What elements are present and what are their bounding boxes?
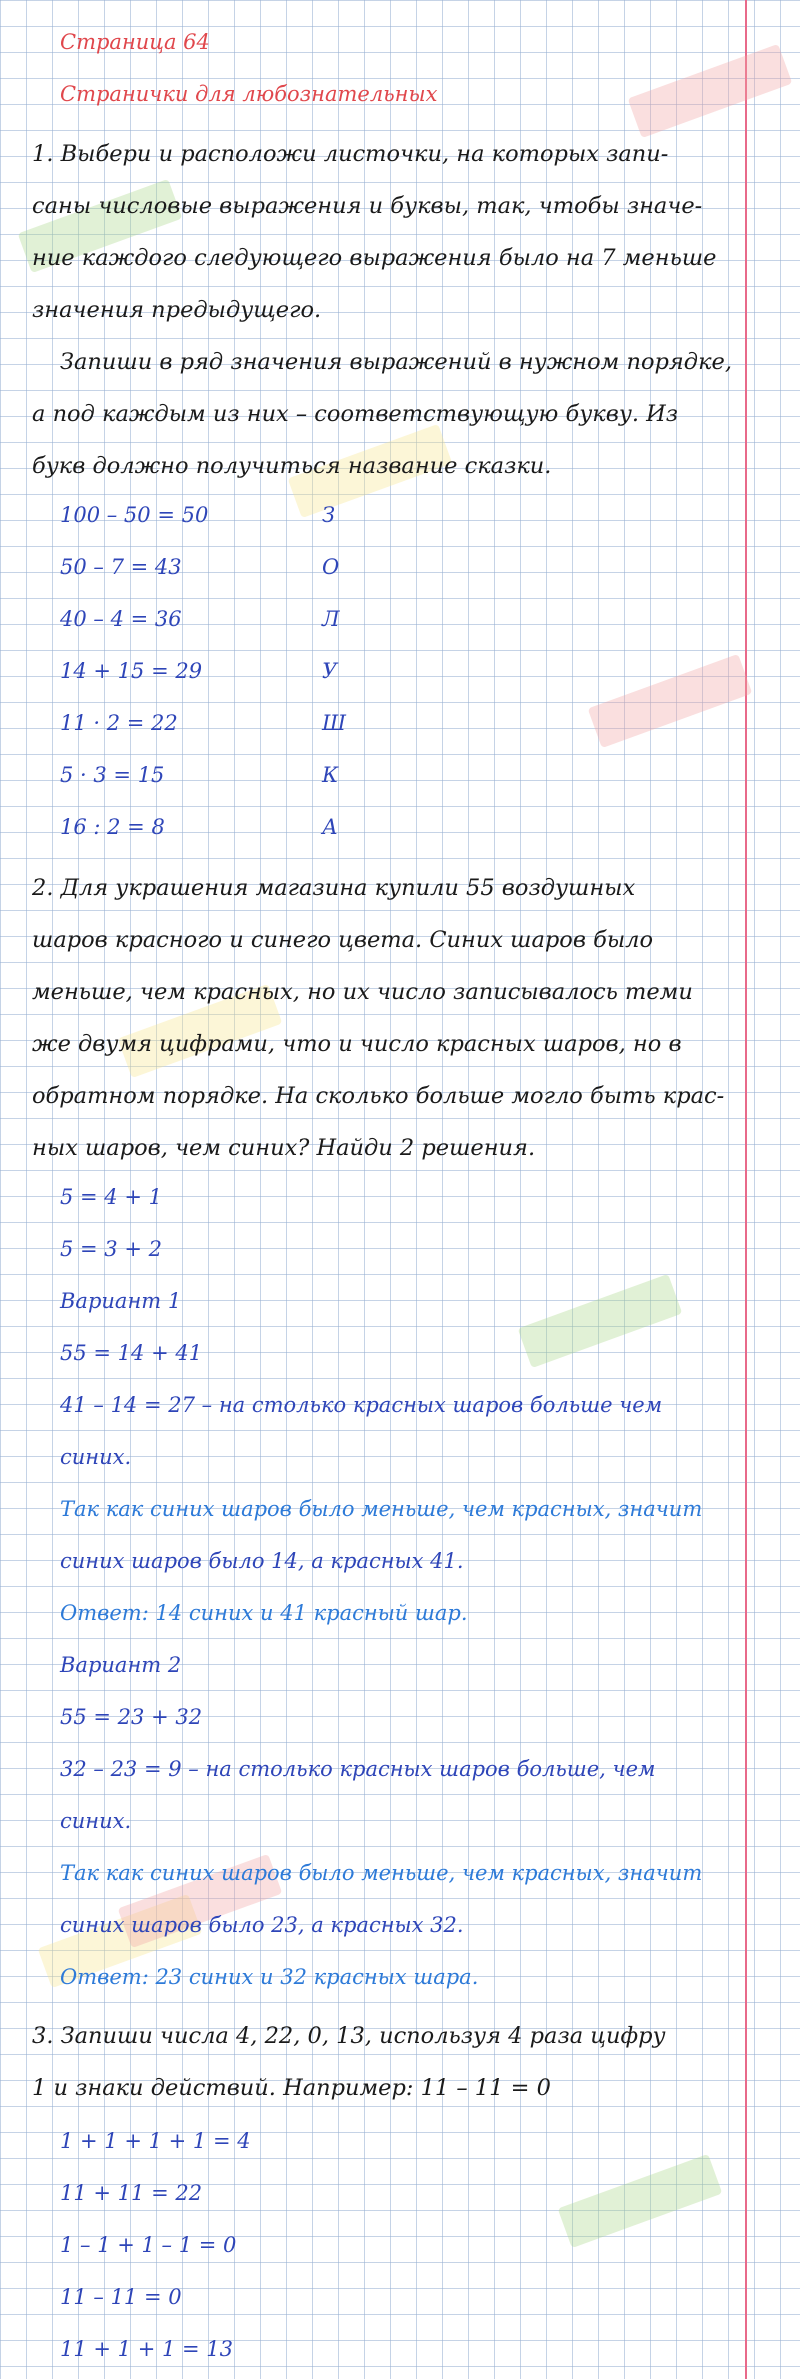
answer-line: синих шаров было 14, а красных 41. bbox=[60, 1549, 464, 1573]
expression: 16 : 2 = 8 bbox=[60, 815, 165, 839]
expression: 100 – 50 = 50 bbox=[60, 503, 209, 527]
text-line: Запиши в ряд значения выражений в нужном порядке, bbox=[60, 349, 732, 375]
text-line: меньше, чем красных, но их число записывалось теми bbox=[32, 979, 693, 1005]
answer-line: 5 = 4 + 1 bbox=[60, 1185, 162, 1209]
answer-line: 11 + 11 = 22 bbox=[60, 2181, 203, 2205]
expression: 14 + 15 = 29 bbox=[60, 659, 203, 683]
answer-line: 1 + 1 + 1 + 1 = 4 bbox=[60, 2129, 251, 2153]
text-line: обратном порядке. На сколько больше могло быть крас- bbox=[32, 1083, 725, 1109]
section-title: Странички для любознательных bbox=[60, 82, 438, 106]
answer-line: 41 – 14 = 27 – на столько красных шаров больше чем bbox=[60, 1393, 663, 1417]
text-line: саны числовые выражения и буквы, так, чтобы значе- bbox=[32, 193, 703, 219]
text-line: же двумя цифрами, что и число красных шаров, но в bbox=[32, 1031, 682, 1057]
answer-line: 11 – 11 = 0 bbox=[60, 2285, 182, 2309]
text-line: ние каждого следующего выражения было на 7 меньше bbox=[32, 245, 717, 271]
watermark-stamp bbox=[518, 1274, 683, 1368]
text-line: 2. Для украшения магазина купили 55 воздушных bbox=[32, 875, 636, 901]
answer-line: 32 – 23 = 9 – на столько красных шаров больше, чем bbox=[60, 1757, 656, 1781]
page-margin-line bbox=[745, 0, 747, 2379]
page-title: Страница 64 bbox=[60, 30, 210, 54]
task3-text bbox=[32, 2010, 722, 2114]
expression: 11 · 2 = 22 bbox=[60, 711, 178, 735]
letter: У bbox=[322, 659, 338, 683]
task1-instruction bbox=[32, 336, 732, 492]
task1-text bbox=[32, 128, 722, 336]
text-line: букв должно получиться название сказки. bbox=[32, 453, 552, 479]
variant-label: Вариант 2 bbox=[60, 1653, 182, 1677]
text-line: 1 и знаки действий. Например: 11 – 11 = 0 bbox=[32, 2075, 551, 2101]
answer-line: синих шаров было 23, а красных 32. bbox=[60, 1913, 464, 1937]
watermark-stamp bbox=[558, 2154, 723, 2248]
letter: З bbox=[322, 503, 336, 527]
letter: Л bbox=[322, 607, 340, 631]
watermark-stamp bbox=[628, 44, 793, 138]
text-line: значения предыдущего. bbox=[32, 297, 322, 323]
text-line: 1. Выбери и расположи листочки, на которых запи- bbox=[32, 141, 669, 167]
letter: К bbox=[322, 763, 339, 787]
answer-line: синих. bbox=[60, 1809, 132, 1833]
expression: 40 – 4 = 36 bbox=[60, 607, 182, 631]
expression: 5 · 3 = 15 bbox=[60, 763, 165, 787]
text-line: шаров красного и синего цвета. Синих шаров было bbox=[32, 927, 654, 953]
letter: А bbox=[322, 815, 338, 839]
task2-text bbox=[32, 862, 725, 1174]
letter: О bbox=[322, 555, 340, 579]
final-answer: Ответ: 14 синих и 41 красный шар. bbox=[60, 1601, 468, 1625]
answer-line: 11 + 1 + 1 = 13 bbox=[60, 2337, 234, 2361]
letter: Ш bbox=[322, 711, 346, 735]
answer-line: 55 = 14 + 41 bbox=[60, 1341, 203, 1365]
answer-line: синих. bbox=[60, 1445, 132, 1469]
text-line: ных шаров, чем синих? Найди 2 решения. bbox=[32, 1135, 536, 1161]
expression: 50 – 7 = 43 bbox=[60, 555, 182, 579]
explanation-line: Так как синих шаров было меньше, чем красных, значит bbox=[60, 1861, 703, 1885]
watermark-stamp bbox=[588, 654, 753, 748]
answer-line: 1 – 1 + 1 – 1 = 0 bbox=[60, 2233, 237, 2257]
final-answer: Ответ: 23 синих и 32 красных шара. bbox=[60, 1965, 479, 1989]
text-line: а под каждым из них – соответствующую букву. Из bbox=[32, 401, 679, 427]
answer-line: 5 = 3 + 2 bbox=[60, 1237, 162, 1261]
variant-label: Вариант 1 bbox=[60, 1289, 182, 1313]
text-line: 3. Запиши числа 4, 22, 0, 13, используя 4 раза цифру bbox=[32, 2023, 666, 2049]
answer-line: 55 = 23 + 32 bbox=[60, 1705, 203, 1729]
explanation-line: Так как синих шаров было меньше, чем красных, значит bbox=[60, 1497, 703, 1521]
